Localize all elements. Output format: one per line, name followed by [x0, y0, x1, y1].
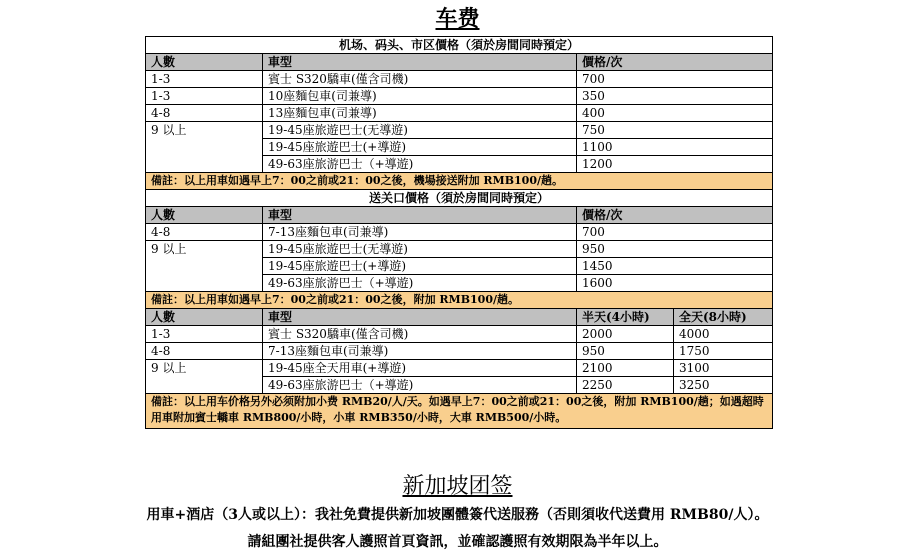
table-row [146, 122, 773, 139]
cell-people: 1-3 [146, 88, 263, 105]
section3-note: 備註：以上用车价格另外必须附加小费 RMB20/人/天。如遇早上7：00之前或21：00之後，附加 RMB100/趟；如遇超時用車附加賓士轎車 RMB800/小時，小車 RMB350/小時，大車 RMB500/小時。 [146, 394, 773, 429]
col-header-people: 人數 [146, 54, 263, 71]
cell-vehicle: 賓士 S320驕車(僅含司機) [263, 326, 577, 343]
section1-heading-row [146, 37, 773, 54]
cell-people: 4-8 [146, 105, 263, 122]
cell-vehicle: 19-45座全天用車(+導遊) [263, 360, 577, 377]
section1-heading: 机场、码头、市区價格（須於房間同時預定） [146, 37, 773, 54]
table-row [146, 360, 773, 377]
cell-half-day: 2250 [577, 377, 674, 394]
cell-vehicle: 13座麵包車(司兼導) [263, 105, 577, 122]
cell-price: 400 [577, 105, 773, 122]
section1-note-row [146, 173, 773, 190]
table-row [146, 326, 773, 343]
col-header-price: 價格/次 [577, 207, 773, 224]
table-row [146, 343, 773, 360]
cell-full-day: 4000 [674, 326, 773, 343]
cell-price: 350 [577, 88, 773, 105]
section3-header-row [146, 309, 773, 326]
table-row [146, 71, 773, 88]
visa-title: 新加坡团签 [402, 474, 513, 499]
visa-line-2: 請組團社提供客人護照首頁資訊，並確認護照有效期限為半年以上。 [247, 534, 668, 550]
section2-note-row [146, 292, 773, 309]
cell-vehicle: 49-63座旅游巴士（+導遊) [263, 156, 577, 173]
cell-price: 950 [577, 241, 773, 258]
section2-note: 備註：以上用車如遇早上7：00之前或21：00之後，附加 RMB100/趟。 [146, 292, 773, 309]
cell-vehicle: 19-45座旅遊巴士(无導遊) [263, 122, 577, 139]
cell-people: 4-8 [146, 343, 263, 360]
cell-people: 1-3 [146, 71, 263, 88]
fare-table [145, 36, 773, 429]
cell-people: 4-8 [146, 224, 263, 241]
table-row [146, 224, 773, 241]
section1-note: 備註：以上用車如遇早上7：00之前或21：00之後，機場接送附加 RMB100/趟。 [146, 173, 773, 190]
cell-full-day: 3100 [674, 360, 773, 377]
col-header-vehicle: 車型 [263, 309, 577, 326]
col-header-people: 人數 [146, 207, 263, 224]
cell-vehicle: 19-45座旅遊巴士(无導遊) [263, 241, 577, 258]
cell-price: 750 [577, 122, 773, 139]
cell-price: 700 [577, 224, 773, 241]
cell-half-day: 2100 [577, 360, 674, 377]
cell-people: 9 以上 [146, 122, 263, 173]
cell-people: 9 以上 [146, 360, 263, 394]
col-header-price: 價格/次 [577, 54, 773, 71]
cell-vehicle: 7-13座麵包車(司兼導) [263, 224, 577, 241]
cell-vehicle: 19-45座旅遊巴士(+導遊) [263, 258, 577, 275]
cell-vehicle: 7-13座麵包車(司兼導) [263, 343, 577, 360]
col-header-people: 人數 [146, 309, 263, 326]
table-row [146, 88, 773, 105]
cell-half-day: 950 [577, 343, 674, 360]
col-header-full-day: 全天(8小時) [674, 309, 773, 326]
cell-full-day: 3250 [674, 377, 773, 394]
table-row [146, 105, 773, 122]
cell-vehicle: 10座麵包車(司兼導) [263, 88, 577, 105]
section2-header-row [146, 207, 773, 224]
cell-vehicle: 49-63座旅游巴士（+導遊) [263, 377, 577, 394]
section2-heading: 送关口價格（須於房間同時預定） [146, 190, 773, 207]
cell-price: 1100 [577, 139, 773, 156]
section2-heading-row [146, 190, 773, 207]
cell-vehicle: 19-45座旅遊巴士(+導遊) [263, 139, 577, 156]
cell-people: 1-3 [146, 326, 263, 343]
visa-line-1: 用車+酒店（3人或以上）：我社免費提供新加坡團體簽代送服務（否則須收代送費用 RMB80/人）。 [146, 507, 769, 523]
cell-full-day: 1750 [674, 343, 773, 360]
table-row [146, 241, 773, 258]
col-header-half-day: 半天(4小時) [577, 309, 674, 326]
section1-header-row [146, 54, 773, 71]
cell-price: 1200 [577, 156, 773, 173]
cell-people: 9 以上 [146, 241, 263, 292]
cell-price: 1450 [577, 258, 773, 275]
cell-vehicle: 49-63座旅游巴士（+導遊) [263, 275, 577, 292]
cell-price: 1600 [577, 275, 773, 292]
cell-vehicle: 賓士 S320驕車(僅含司機) [263, 71, 577, 88]
page-title: 车费 [435, 6, 480, 32]
col-header-vehicle: 車型 [263, 207, 577, 224]
cell-price: 700 [577, 71, 773, 88]
cell-half-day: 2000 [577, 326, 674, 343]
section3-note-row [146, 394, 773, 429]
col-header-vehicle: 車型 [263, 54, 577, 71]
